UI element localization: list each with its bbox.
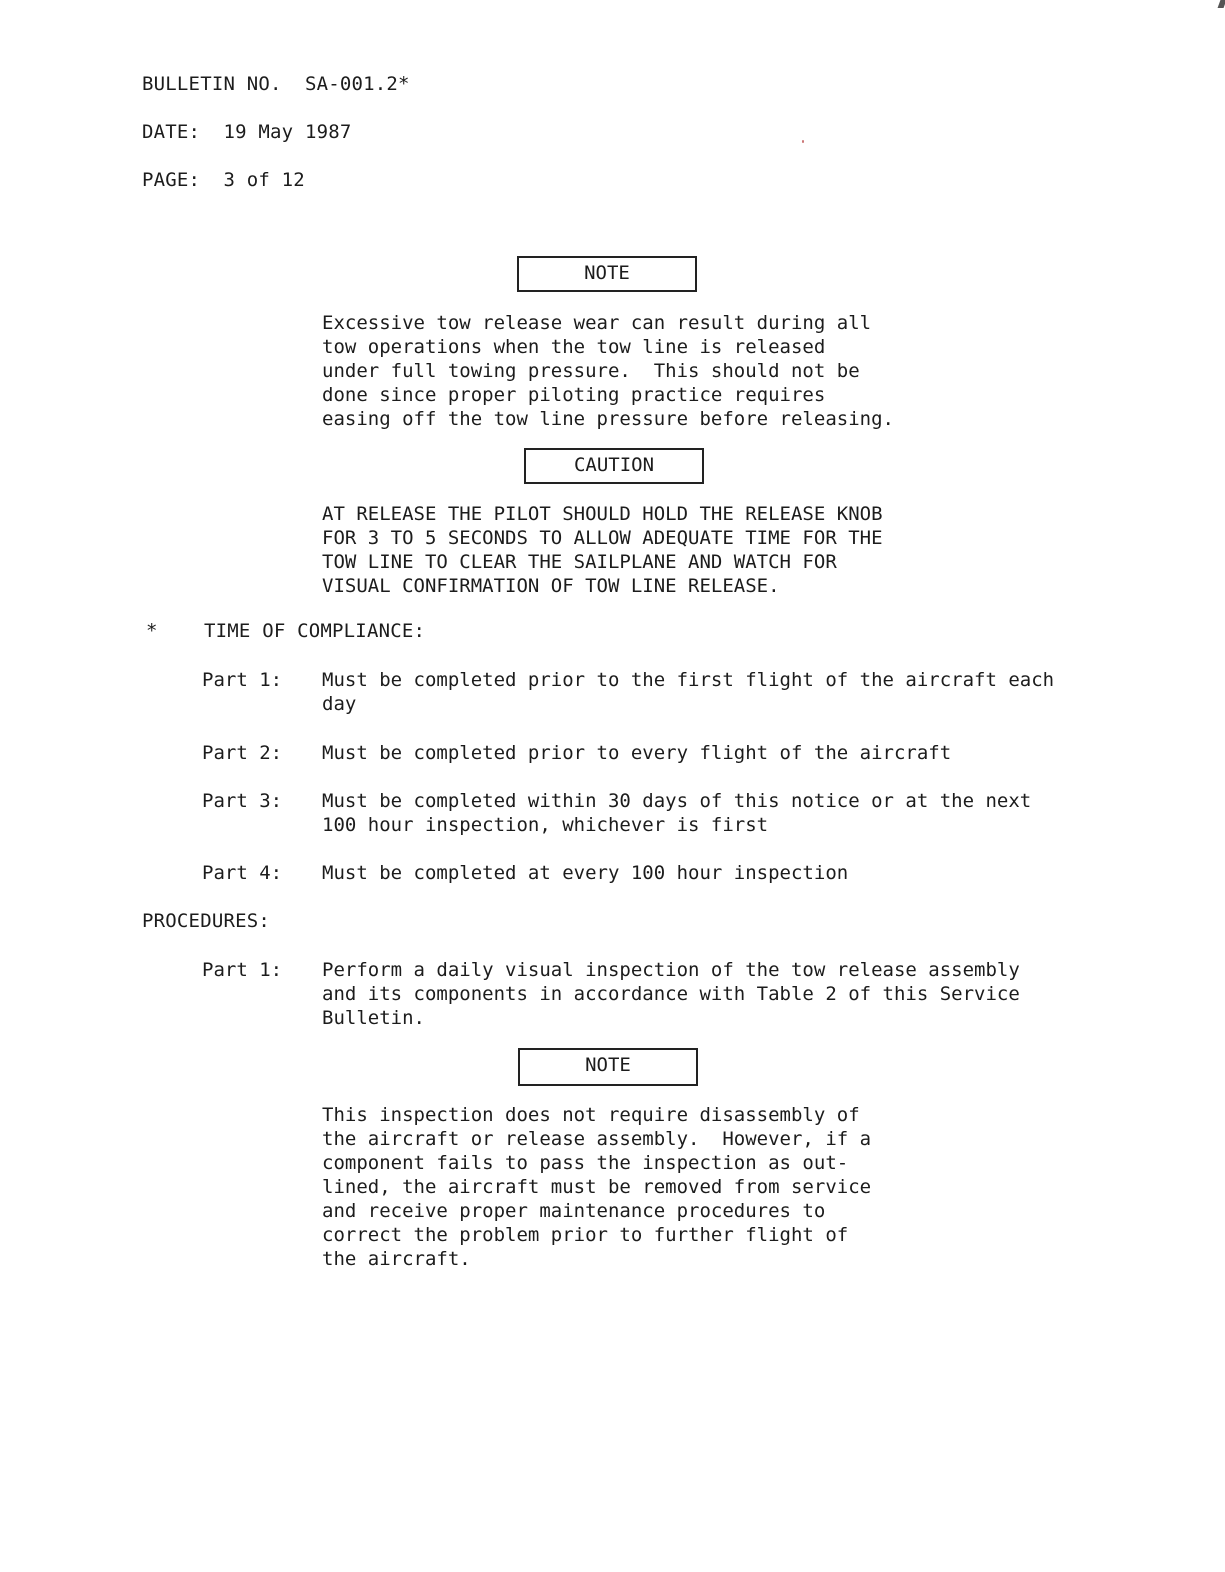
caution-line: AT RELEASE THE PILOT SHOULD HOLD THE RELEASE KNOB [322,503,883,525]
procedure-part-label: Part 1: [202,959,283,981]
note-line: tow operations when the tow line is released [322,336,826,358]
procedure-part-text [322,958,1020,1030]
note-box: NOTE [518,1048,698,1086]
part-line: Must be completed prior to the first flight of the aircraft each [322,669,1055,691]
page-number: PAGE: 3 of 12 [142,169,305,191]
bulletin-date: DATE: 19 May 1987 [142,121,352,143]
note-line: easing off the tow line pressure before releasing. [322,408,894,430]
note-line: the aircraft. [322,1248,471,1270]
part-line: Must be completed within 30 days of this notice or at the next [322,790,1032,812]
procedure-line: Bulletin. [322,1007,425,1029]
note-box: NOTE [517,256,697,292]
caution-box: CAUTION [524,448,704,484]
part-label: Part 2: [202,742,283,764]
caution-line: TOW LINE TO CLEAR THE SAILPLANE AND WATCH FOR [322,551,837,573]
part-label: Part 3: [202,790,283,812]
note-line: the aircraft or release assembly. However, if a [322,1128,872,1150]
compliance-heading: TIME OF COMPLIANCE: [204,620,426,642]
note-line: and receive proper maintenance procedures to [322,1200,826,1222]
part-line: day [322,693,357,715]
note-line: correct the problem prior to further flight of [322,1224,849,1246]
caution-line: VISUAL CONFIRMATION OF TOW LINE RELEASE. [322,575,780,597]
caution-line: FOR 3 TO 5 SECONDS TO ALLOW ADEQUATE TIME FOR THE [322,527,883,549]
note-line: lined, the aircraft must be removed from service [322,1176,872,1198]
procedure-line: Perform a daily visual inspection of the tow release assembly [322,959,1020,981]
part-text [322,861,848,885]
scan-speck [802,140,804,143]
compliance-marker: * [146,620,158,642]
note-line: under full towing pressure. This should not be [322,360,860,382]
part-text [322,789,1031,837]
part-label: Part 1: [202,669,283,691]
procedures-heading: PROCEDURES: [142,910,271,932]
note-line: Excessive tow release wear can result during all [322,312,872,334]
part-line: 100 hour inspection, whichever is first [322,814,769,836]
note-line: component fails to pass the inspection as out- [322,1152,849,1174]
note-paragraph [322,311,894,431]
part-text [322,668,1054,716]
note-line: done since proper piloting practice requires [322,384,826,406]
scan-corner-mark [1218,0,1225,8]
procedure-line: and its components in accordance with Table 2 of this Service [322,983,1020,1005]
caution-paragraph [322,502,883,598]
part-text [322,741,951,765]
note-paragraph [322,1103,871,1271]
note-line: This inspection does not require disassembly of [322,1104,860,1126]
part-line: Must be completed at every 100 hour inspection [322,862,849,884]
part-label: Part 4: [202,862,283,884]
bulletin-number: BULLETIN NO. SA-001.2* [142,73,410,95]
part-line: Must be completed prior to every flight of the aircraft [322,742,952,764]
